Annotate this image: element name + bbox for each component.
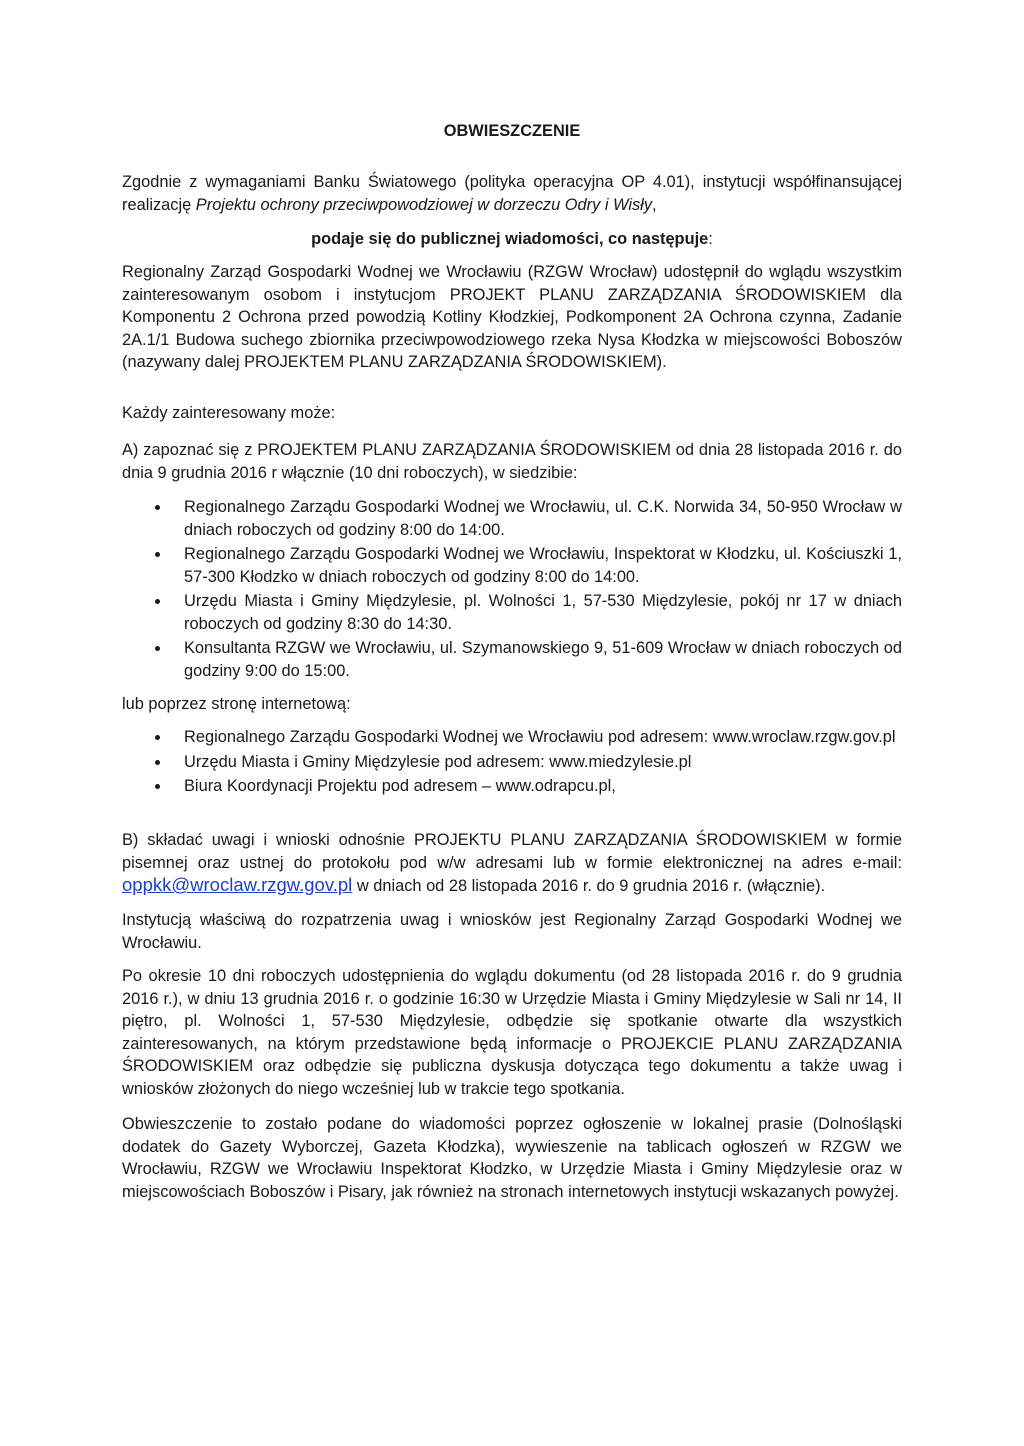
intro-text: Zgodnie z wymaganiami Banku Światowego (polityka operacyjna OP 4.01), instytucji współfinansującej realizację: [122, 173, 902, 214]
bullet-icon: [155, 735, 160, 740]
website-intro: lub poprzez stronę internetową:: [122, 695, 351, 713]
location-item: [122, 590, 902, 635]
each-interested-paragraph: Każdy zainteresowany może:: [122, 404, 336, 422]
rzgw-paragraph: Regionalny Zarząd Gospodarki Wodnej we Wrocławiu (RZGW Wrocław) udostępnił do wglądu wszystkim zainteresowanym osobom i instytucjom PROJEKT PLANU ZARZĄDZANIA ŚRODOWISKIEM dla Komponentu 2 Ochrona przed powodzią Kotliny Kłodzkiej, Podkomponent 2A Ochrona czynna, Zadanie 2A.1/1 Budowa suchego zbiornika przeciwpowodziowego rzeka Nysa Kłodzka w miejscowości Boboszów (nazywany dalej PROJEKTEM PLANU ZARZĄDZANIA ŚRODOWISKIEM).: [122, 263, 902, 371]
website-item: [122, 726, 902, 749]
website-text: Urzędu Miasta i Gminy Międzylesie pod adresem: www.miedzylesie.pl: [184, 752, 692, 771]
bullet-icon: [155, 784, 160, 789]
announcement-colon: :: [708, 230, 713, 248]
websites-list: [122, 726, 902, 800]
section-b-end: w dniach od 28 listopada 2016 r. do 9 grudnia 2016 r. (włącznie).: [352, 877, 826, 895]
bullet-icon: [155, 760, 160, 765]
website-text: Regionalnego Zarządu Gospodarki Wodnej we Wrocławiu pod adresem: www.wroclaw.rzgw.gov.pl: [184, 728, 896, 746]
website-text: Biura Koordynacji Projektu pod adresem – www.odrapcu.pl,: [184, 777, 616, 795]
location-item: [122, 543, 902, 588]
announcement-text: podaje się do publicznej wiadomości, co następuje: [311, 230, 709, 248]
website-item: [122, 751, 902, 774]
location-item: [122, 496, 902, 541]
location-text: Regionalnego Zarządu Gospodarki Wodnej we Wrocławiu, Inspektorat w Kłodzku, ul. Kościuszki 1, 57-300 Kłodzko w dniach roboczych od godziny 8:00 do 14:00.: [184, 545, 902, 586]
intro-paragraph: [122, 171, 902, 216]
locations-list: [122, 496, 902, 684]
final-paragraph: Obwieszczenie to zostało podane do wiadomości poprzez ogłoszenie w lokalnej prasie (Dolnośląski dodatek do Gazety Wyborczej, Gazeta Kłodzka), wywieszenie na tablicach ogłoszeń w RZGW we Wrocławiu, RZGW we Wrocławiu Inspektorat Kłodzko, w Urzędzie Miasta i Gminy Międzylesie oraz w miejscowościach Boboszów i Pisary, jak również na stronach internetowych instytucji wskazanych powyżej.: [122, 1115, 902, 1201]
bullet-icon: [155, 552, 160, 557]
location-text: Regionalnego Zarządu Gospodarki Wodnej we Wrocławiu, ul. C.K. Norwida 34, 50-950 Wrocław w dniach roboczych od godziny 8:00 do 14:00.: [184, 498, 902, 539]
location-item: [122, 637, 902, 682]
bullet-icon: [155, 599, 160, 604]
section-b-paragraph: [122, 829, 902, 898]
document-title: OBWIESZCZENIE: [443, 122, 581, 140]
bullet-icon: [155, 505, 160, 510]
institution-paragraph: Instytucją właściwą do rozpatrzenia uwag i wniosków jest Regionalny Zarząd Gospodarki Wodnej we Wrocławiu.: [122, 911, 902, 952]
section-b-text: B) składać uwagi i wnioski odnośnie PROJEKTU PLANU ZARZĄDZANIA ŚRODOWISKIEM w formie pisemnej oraz ustnej do protokołu pod w/w adresami lub w formie elektronicznej na adres e-mail:: [122, 831, 902, 872]
announcement-line: [122, 228, 902, 251]
email-link[interactable]: oppkk@wroclaw.rzgw.gov.pl: [122, 874, 353, 895]
website-item: [122, 775, 902, 798]
section-a-paragraph: A) zapoznać się z PROJEKTEM PLANU ZARZĄDZANIA ŚRODOWISKIEM od dnia 28 listopada 2016 r. do dnia 9 grudnia 2016 r włącznie (10 dni roboczych), w siedzibie:: [122, 441, 902, 482]
project-name: Projektu ochrony przeciwpowodziowej w dorzeczu Odry i Wisły: [195, 195, 653, 214]
location-text: Konsultanta RZGW we Wrocławiu, ul. Szymanowskiego 9, 51-609 Wrocław w dniach roboczych od godziny 9:00 do 15:00.: [184, 639, 902, 680]
bullet-icon: [155, 646, 160, 651]
location-text: Urzędu Miasta i Gminy Międzylesie, pl. Wolności 1, 57-530 Międzylesie, pokój nr 17 w dniach roboczych od godziny 8:30 do 14:30.: [184, 592, 902, 633]
meeting-paragraph: Po okresie 10 dni roboczych udostępnienia do wglądu dokumentu (od 28 listopada 2016 r. do 9 grudnia 2016 r.), w dniu 13 grudnia 2016 r. o godzinie 16:30 w Urzędzie Miasta i Gminy Międzylesie w Sali nr 14, II piętro, pl. Wolności 1, 57-530 Międzylesie, odbędzie się spotkanie otwarte dla wszystkich zainteresowanych, na którym przedstawione będą informacje o PROJEKCIE PLANU ZARZĄDZANIA ŚRODOWISKIEM oraz odbędzie się publiczna dyskusja dotycząca tego dokumentu a także uwag i wniosków złożonych do niego wcześniej lub w trakcie tego spotkania.: [122, 967, 902, 1098]
intro-end: ,: [652, 195, 657, 214]
